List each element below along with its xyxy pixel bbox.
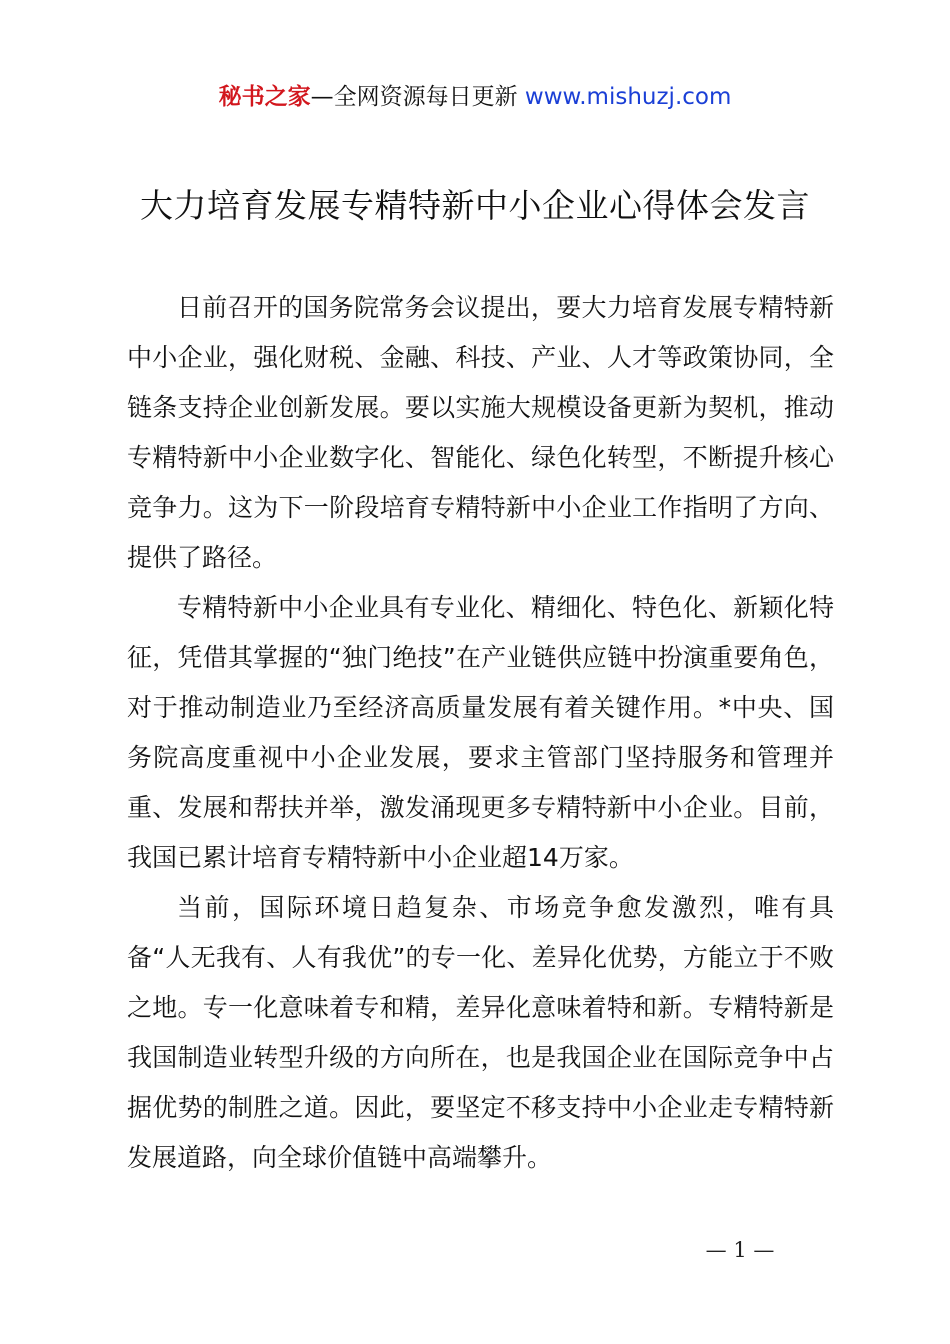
site-slogan: —全网资源每日更新 — [310, 84, 518, 110]
paragraph: 专精特新中小企业具有专业化、精细化、特色化、新颖化特征，凭借其掌握的“独门绝技”在产业链供应链中扮演重要角色，对于推动制造业乃至经济高质量发展有着关键作用。*中央、国务院高度重视中小企业发展，要求主管部门坚持服务和管理并重、发展和帮扶并举，激发涌现更多专精特新中小企业。目前，我国已累计培育专精特新中小企业超14万家。 — [127, 593, 834, 872]
paragraph: 日前召开的国务院常务会议提出，要大力培育发展专精特新中小企业，强化财税、金融、科技、产业、人才等政策协同，全链条支持企业创新发展。要以实施大规模设备更新为契机，推动专精特新中小企业数字化、智能化、绿色化转型，不断提升核心竞争力。这为下一阶段培育专精特新中小企业工作指明了方向、提供了路径。 — [127, 293, 834, 572]
paragraph: 当前，国际环境日趋复杂、市场竞争愈发激烈，唯有具备“人无我有、人有我优”的专一化、差异化优势，方能立于不败之地。专一化意味着专和精，差异化意味着特和新。专精特新是我国制造业转型升级的方向所在，也是我国企业在国际竞争中占据优势的制胜之道。因此，要坚定不移支持中小企业走专精特新发展道路，向全球价值链中高端攀升。 — [127, 893, 834, 1172]
site-header — [0, 82, 950, 112]
document-title: 大力培育发展专精特新中小企业心得体会发言 — [140, 186, 810, 225]
page-number: — 1 — — [705, 1238, 775, 1262]
site-url-link[interactable]: www.mishuzj.com — [524, 84, 732, 110]
document-body — [127, 283, 834, 1183]
site-brand: 秘书之家 — [218, 84, 311, 110]
